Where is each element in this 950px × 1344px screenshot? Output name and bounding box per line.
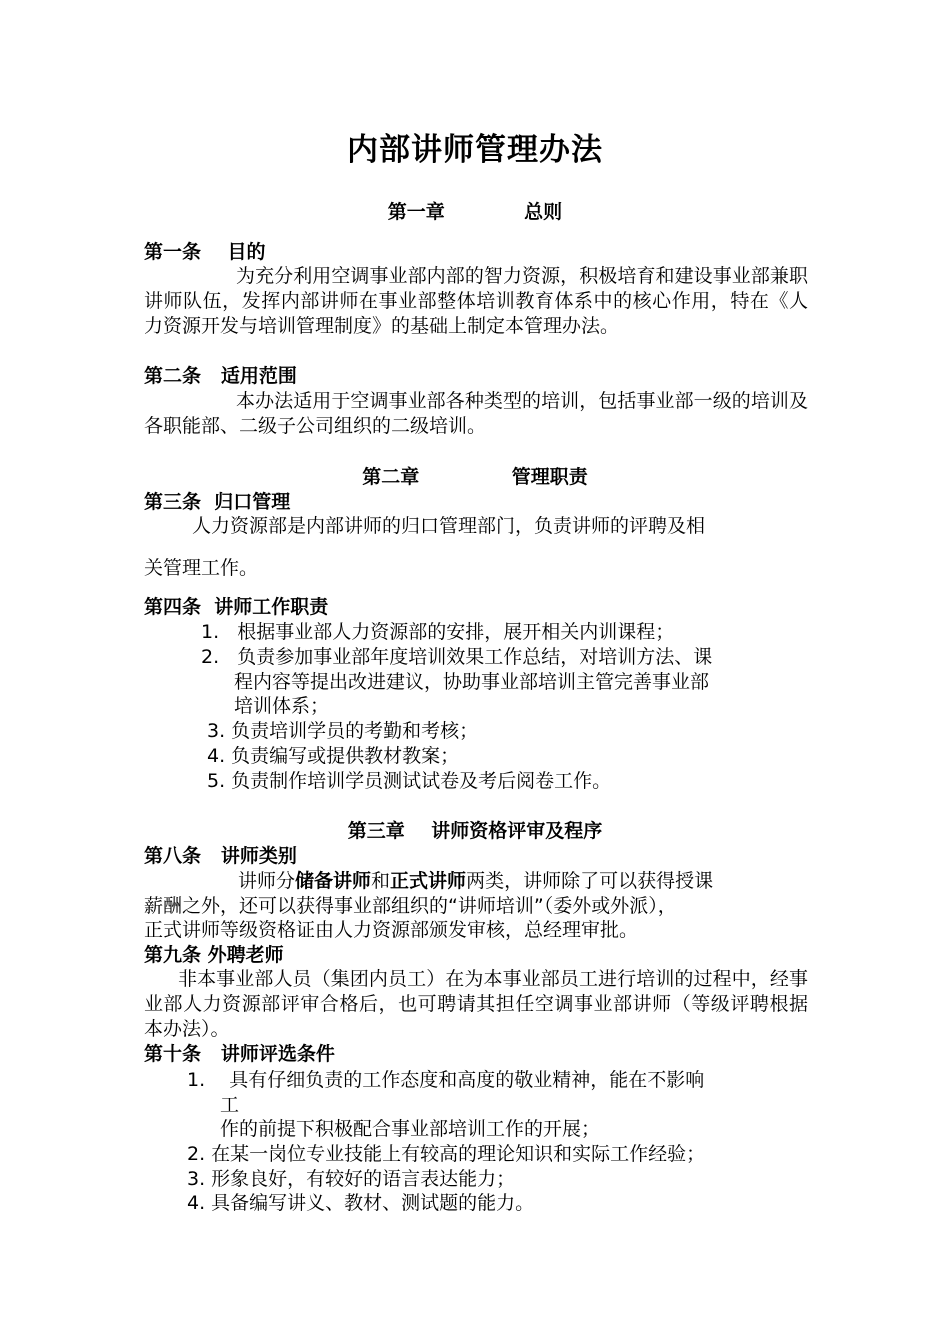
- article-2-heading: 第二条 适用范围: [144, 365, 297, 387]
- article-8-text-line-3: 正式讲师等级资格证由人力资源部颁发审核，总经理审批。: [144, 919, 639, 941]
- formal-lecturer-term: 正式讲师: [390, 870, 467, 892]
- duty-item-1: 1. 根据事业部人力资源部的安排，展开相关内训课程；: [201, 621, 675, 643]
- duty-item-4: 4. 负责编写或提供教材教案；: [207, 745, 460, 767]
- reserve-lecturer-term: 储备讲师: [295, 870, 372, 892]
- article-9-heading: 第九条 外聘老师: [144, 944, 284, 966]
- chapter-3-heading: 第三章 讲师资格评审及程序: [347, 820, 603, 842]
- article-8-text-c: 和: [371, 870, 391, 892]
- article-1-text: 为充分利用空调事业部内部的智力资源，积极培育和建设事业部兼职讲师队伍，发挥内部讲师在事业部整体培训教育体系中的核心作用，特在《人力资源开发与培训管理制度》的基础上制定本管理办法。: [144, 265, 808, 337]
- article-8-heading: 第八条 讲师类别: [144, 845, 297, 867]
- article-8-text-a: 讲师分: [238, 870, 296, 892]
- chapter-2-heading: 第二章 管理职责: [362, 466, 588, 488]
- article-9-text: 非本事业部人员（集团内员工）在为本事业部员工进行培训的过程中，经事业部人力资源部评审合格后，也可聘请其担任空调事业部讲师（等级评聘根据本办法）。: [144, 968, 808, 1040]
- duty-item-2-line-2: 程内容等提出改进建议，协助事业部培训主管完善事业部: [234, 671, 710, 693]
- article-8-text-line-1: [238, 869, 713, 894]
- duty-item-2-line-1: 2. 负责参加事业部年度培训效果工作总结，对培训方法、课: [201, 646, 713, 668]
- condition-1-line-3: 作的前提下积极配合事业部培训工作的开展；: [220, 1118, 601, 1140]
- condition-1-line-1: 1. 具有仔细负责的工作态度和高度的敬业精神，能在不影响: [187, 1069, 705, 1091]
- article-3-text-line-1: 人力资源部是内部讲师的归口管理部门，负责讲师的评聘及相: [192, 515, 706, 537]
- condition-1-line-2: 工: [220, 1094, 240, 1116]
- condition-4: 4. 具备编写讲义、教材、测试题的能力。: [187, 1192, 535, 1214]
- duty-item-3: 3. 负责培训学员的考勤和考核；: [207, 720, 479, 742]
- duty-item-5: 5. 负责制作培训学员测试试卷及考后阅卷工作。: [207, 770, 612, 792]
- article-8-text-e: 两类，讲师除了可以获得授课: [466, 870, 714, 892]
- condition-3: 3. 形象良好，有较好的语言表达能力；: [187, 1168, 516, 1190]
- duty-item-2-line-3: 培训体系；: [234, 695, 330, 717]
- article-8-text-line-2: 薪酬之外，还可以获得事业部组织的“讲师培训”（委外或外派），: [144, 895, 677, 917]
- document-title: 内部讲师管理办法: [347, 132, 603, 168]
- article-1-heading: 第一条 目的: [144, 241, 266, 263]
- article-10-heading: 第十条 讲师评选条件: [144, 1043, 335, 1065]
- condition-2: 2. 在某一岗位专业技能上有较高的理论知识和实际工作经验；: [187, 1143, 706, 1165]
- article-3-heading: 第三条 归口管理: [144, 491, 291, 513]
- article-4-heading: 第四条 讲师工作职责: [144, 596, 329, 618]
- chapter-1-heading: 第一章 总则: [387, 201, 563, 223]
- article-2-text: 本办法适用于空调事业部各种类型的培训，包括事业部一级的培训及各职能部、二级子公司组织的二级培训。: [144, 390, 808, 437]
- article-3-text-line-2: 关管理工作。: [144, 557, 259, 579]
